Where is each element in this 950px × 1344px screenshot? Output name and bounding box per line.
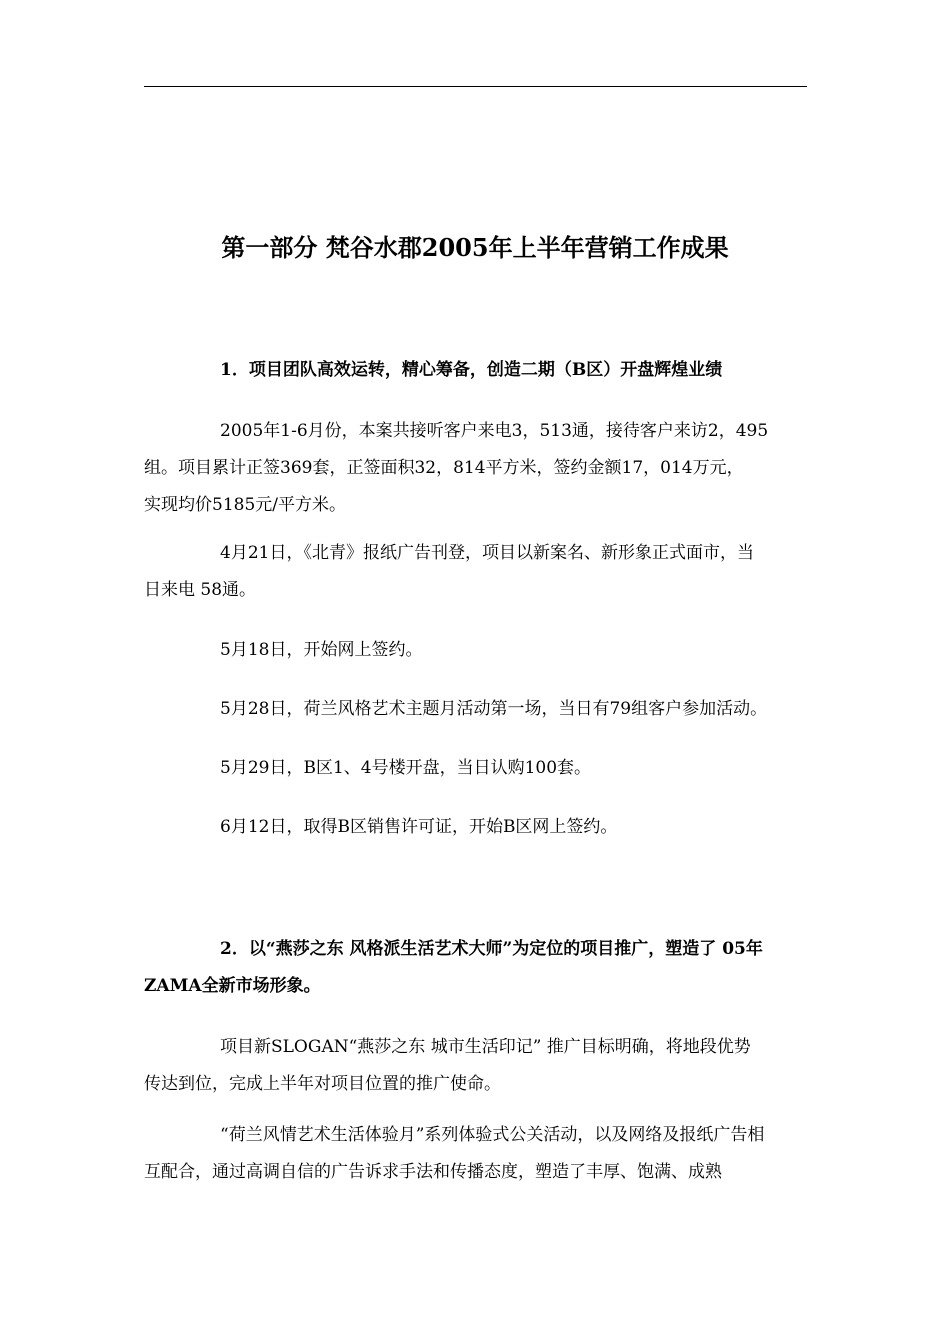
paragraph-line: 互配合，通过高调自信的广告诉求手法和传播态度，塑造了丰厚、饱满、成熟 [144, 1162, 722, 1182]
section2-heading [144, 931, 810, 1005]
section1-paragraph-5 [144, 750, 810, 787]
heading-line: ZAMA全新市场形象。 [144, 976, 321, 996]
paragraph-line: 5月29日，B区1、4号楼开盘，当日认购100套。 [220, 758, 592, 778]
section1-paragraph-4 [144, 691, 810, 728]
section1-paragraph-3 [144, 632, 810, 669]
paragraph-line: 2005年1-6月份，本案共接听客户来电3，513通，接待客户来访2，495 [220, 421, 769, 441]
section1-heading-text: 1．项目团队高效运转，精心筹备，创造二期（B区）开盘辉煌业绩 [220, 360, 723, 380]
page-title: 第一部分 梵谷水郡2005年上半年营销工作成果 [221, 233, 729, 262]
section1-paragraph-6 [144, 809, 810, 846]
section1-heading [144, 352, 810, 389]
paragraph-line: 组。项目累计正签369套，正签面积32，814平方米，签约金额17，014万元， [144, 458, 744, 478]
paragraph-line: 5月18日，开始网上签约。 [220, 640, 423, 660]
heading-line: 2．以“燕莎之东 风格派生活艺术大师”为定位的项目推广，塑造了 05年 [220, 939, 763, 959]
section1-paragraph-1 [144, 413, 810, 524]
paragraph-line: “荷兰风情艺术生活体验月”系列体验式公关活动，以及网络及报纸广告相 [220, 1125, 765, 1145]
section2-paragraph-1 [144, 1029, 810, 1103]
section1-paragraph-2 [144, 535, 810, 609]
paragraph-line: 日来电 58通。 [144, 580, 257, 600]
section2-paragraph-2 [144, 1117, 810, 1191]
header-rule [144, 86, 807, 87]
paragraph-line: 传达到位，完成上半年对项目位置的推广使命。 [144, 1074, 501, 1094]
paragraph-line: 5月28日，荷兰风格艺术主题月活动第一场，当日有79组客户参加活动。 [220, 699, 768, 719]
paragraph-line: 项目新SLOGAN“燕莎之东 城市生活印记” 推广目标明确，将地段优势 [220, 1037, 751, 1057]
paragraph-line: 4月21日，《北青》报纸广告刊登，项目以新案名、新形象正式面市，当 [220, 543, 754, 563]
paragraph-line: 6月12日，取得B区销售许可证，开始B区网上签约。 [220, 817, 618, 837]
paragraph-line: 实现均价5185元/平方米。 [144, 495, 346, 515]
